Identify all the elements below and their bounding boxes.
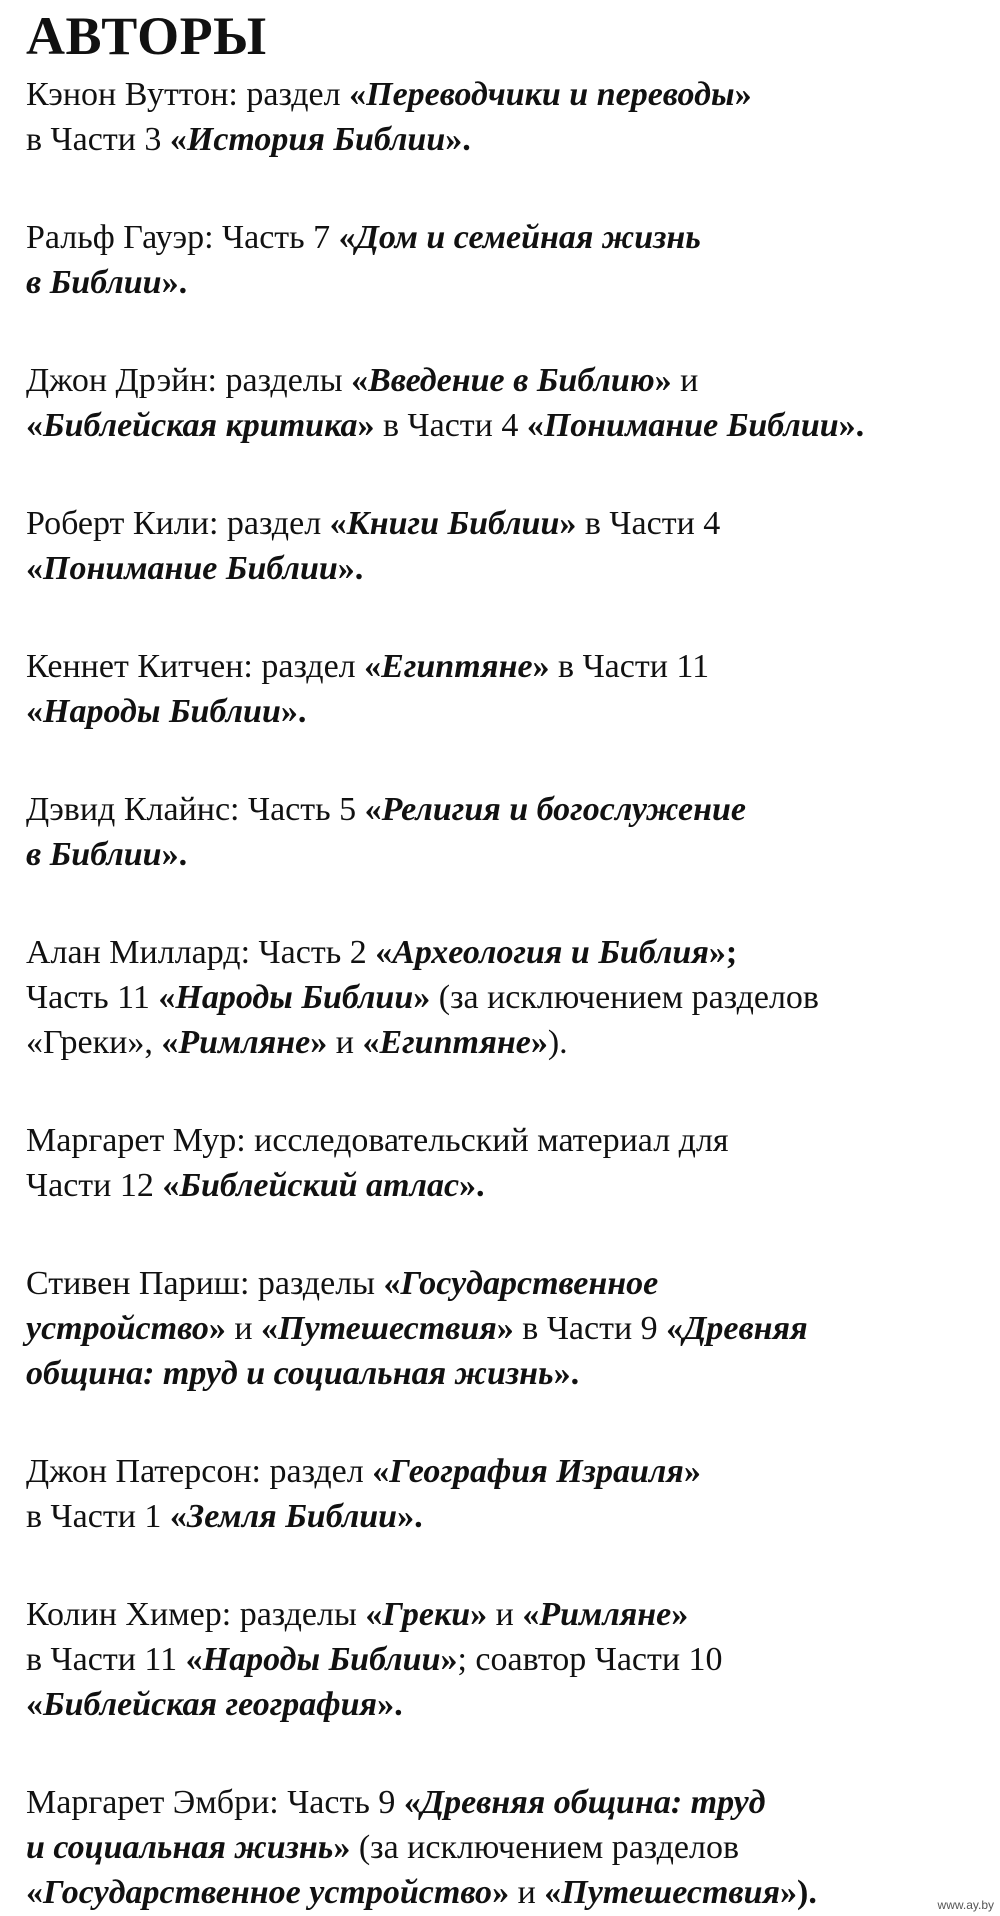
quote-mark: « [169,121,187,158]
entry-text: и [487,1596,523,1633]
work-title: Государственное [400,1265,659,1302]
work-title: Древняя [683,1310,808,1347]
quote-mark: » [470,1596,488,1633]
quote-mark: ». [459,1167,485,1204]
entry-line [26,215,994,260]
entry-line [26,1780,994,1825]
work-title: Понимание Библии [43,550,338,587]
work-title: Путешествия [278,1310,497,1347]
entry-text: в Части 3 [26,121,170,158]
quote-mark: » [671,1596,689,1633]
entry-line [26,501,994,546]
quote-mark: ». [377,1686,403,1723]
quote-mark: « [26,693,43,730]
entry-text: в Части 11 [549,648,710,685]
quote-mark: » [496,1310,514,1347]
entry-line [26,1163,994,1208]
quote-mark: » [333,1829,351,1866]
entry-text: ; соавтор Части 10 [457,1641,723,1678]
quote-mark: ». [280,693,307,730]
quote-mark: « [338,219,356,256]
quote-mark: « [666,1310,684,1347]
quote-mark: »; [708,934,738,971]
author-entry [26,644,994,734]
quote-mark: ». [161,836,188,873]
author-entry [26,930,994,1065]
work-title: Греки [382,1596,471,1633]
entry-line [26,72,994,117]
quote-mark: » [440,1641,458,1678]
entry-line [26,358,994,403]
quote-mark: « [362,1024,380,1061]
quote-mark: « [169,1498,187,1535]
entry-line [26,260,994,305]
author-entry [26,1118,994,1208]
author-entry [26,1780,994,1915]
entry-text: в Части 11 [26,1641,186,1678]
entry-text: Дэвид Клайнс: Часть 5 [26,791,365,828]
entry-text: Стивен Париш: разделы [26,1265,384,1302]
work-title: Народы Библии [175,979,414,1016]
entry-text: ). [547,1024,568,1061]
quote-mark: « [349,76,367,113]
work-title: Народы Библии [202,1641,441,1678]
author-entry [26,215,994,305]
entry-text: Часть 11 [26,979,159,1016]
entry-line [26,1118,994,1163]
work-title: Народы Библии [43,693,281,730]
work-title: Введение в Библию [368,362,655,399]
entry-line [26,1592,994,1637]
entry-text: Части 12 [26,1167,163,1204]
entry-line [26,546,994,591]
work-title: Государственное устройство [43,1874,493,1911]
work-title: Римляне [539,1596,672,1633]
entry-text: в Части 4 [374,407,527,444]
work-title: Понимание Библии [543,407,839,444]
entry-line [26,787,994,832]
quote-mark: « [329,505,347,542]
quote-mark: ». [445,121,471,158]
quote-mark: » [413,979,431,1016]
work-title: Римляне [178,1024,311,1061]
quote-mark: « [26,407,43,444]
entry-text: и [327,1024,363,1061]
author-entry [26,358,994,448]
page [26,0,994,1916]
quote-mark: » [734,76,752,113]
work-title: устройство [26,1310,209,1347]
entry-line [26,117,994,162]
work-title: История Библии [186,121,446,158]
entry-text: Алан Миллард: Часть 2 [26,934,376,971]
work-title: Религия и богослужение [381,791,746,828]
work-title: Египтяне [379,1024,531,1061]
quote-mark: « [365,1596,383,1633]
quote-mark: » [559,505,577,542]
quote-mark: « [372,1453,390,1490]
quote-mark: » [208,1310,226,1347]
entry-line [26,1870,994,1915]
authors-list [26,72,994,1915]
quote-mark: ». [337,550,364,587]
work-title: Египтяне [381,648,533,685]
entry-line [26,1637,994,1682]
quote-mark: « [364,648,382,685]
quote-mark: ». [553,1355,580,1392]
entry-text: в Части 9 [513,1310,667,1347]
quote-mark: « [26,1686,43,1723]
work-title: Дом и семейная жизнь [355,219,701,256]
work-title: Археология и Библия [392,934,709,971]
entry-text: и [671,362,699,399]
quote-mark: » [530,1024,548,1061]
author-entry [26,72,994,162]
entry-line [26,1825,994,1870]
entry-line [26,1682,994,1727]
entry-text: Роберт Кили: раздел [26,505,330,542]
quote-mark: « [158,979,176,1016]
quote-mark: « [403,1784,421,1821]
author-entry [26,1261,994,1396]
entry-line [26,689,994,734]
entry-text: в Части 4 [576,505,721,542]
entry-line [26,1351,994,1396]
entry-text: Колин Химер: разделы [26,1596,366,1633]
entry-line [26,1261,994,1306]
quote-mark: ». [397,1498,423,1535]
entry-text: (за исключением разделов [430,979,819,1016]
quote-mark: « [351,362,369,399]
work-title: Путешествия [561,1874,781,1911]
work-title: География Израиля [389,1453,684,1490]
entry-text: Джон Патерсон: раздел [26,1453,373,1490]
entry-text: Маргарет Эмбри: Часть 9 [26,1784,404,1821]
quote-mark: « [544,1874,562,1911]
entry-line [26,975,994,1020]
entry-line [26,1306,994,1351]
work-title: Древняя община: труд [420,1784,766,1821]
watermark: www.ay.by [937,1898,994,1912]
entry-text: (за исключением разделов [350,1829,740,1866]
entry-text: и [225,1310,262,1347]
quote-mark: « [526,407,544,444]
quote-mark: » [357,407,375,444]
work-title: община: труд и социальная жизнь [26,1355,554,1392]
author-entry [26,787,994,877]
quote-mark: » [654,362,672,399]
quote-mark: « [26,1874,43,1911]
author-entry [26,501,994,591]
page-title: АВТОРЫ [26,6,267,66]
work-title: Библейская география [43,1686,378,1723]
work-title: Библейский атлас [179,1167,460,1204]
quote-mark: « [522,1596,540,1633]
entry-text: Джон Дрэйн: разделы [26,362,352,399]
quote-mark: » [683,1453,701,1490]
quote-mark: » [492,1874,510,1911]
work-title: в Библии [26,836,162,873]
entry-text: Кэнон Вуттон: раздел [26,76,350,113]
work-title: и социальная жизнь [26,1829,334,1866]
quote-mark: » [310,1024,328,1061]
author-entry [26,1449,994,1539]
entry-line [26,930,994,975]
quote-mark: « [26,550,43,587]
entry-text: «Греки», [26,1024,162,1061]
entry-line [26,403,994,448]
quote-mark: » [532,648,550,685]
entry-line [26,1449,994,1494]
entry-line [26,1020,994,1065]
entry-text: и [509,1874,545,1911]
quote-mark: « [375,934,393,971]
quote-mark: »). [780,1874,817,1911]
entry-line [26,1494,994,1539]
quote-mark: « [161,1024,179,1061]
work-title: Переводчики и переводы [366,76,735,113]
entry-text: Маргарет Мур: исследовательский материал для [26,1122,729,1159]
quote-mark: « [364,791,382,828]
entry-text: Ральф Гауэр: Часть 7 [26,219,339,256]
entry-text: в Части 1 [26,1498,170,1535]
author-entry [26,1592,994,1727]
entry-line [26,644,994,689]
quote-mark: ». [161,264,188,301]
quote-mark: « [162,1167,180,1204]
quote-mark: « [261,1310,279,1347]
entry-line [26,832,994,877]
quote-mark: « [383,1265,401,1302]
entry-text: Кеннет Китчен: раздел [26,648,365,685]
work-title: Земля Библии [186,1498,398,1535]
work-title: Библейская критика [43,407,358,444]
work-title: в Библии [26,264,162,301]
quote-mark: « [185,1641,203,1678]
quote-mark: ». [838,407,865,444]
work-title: Книги Библии [346,505,560,542]
